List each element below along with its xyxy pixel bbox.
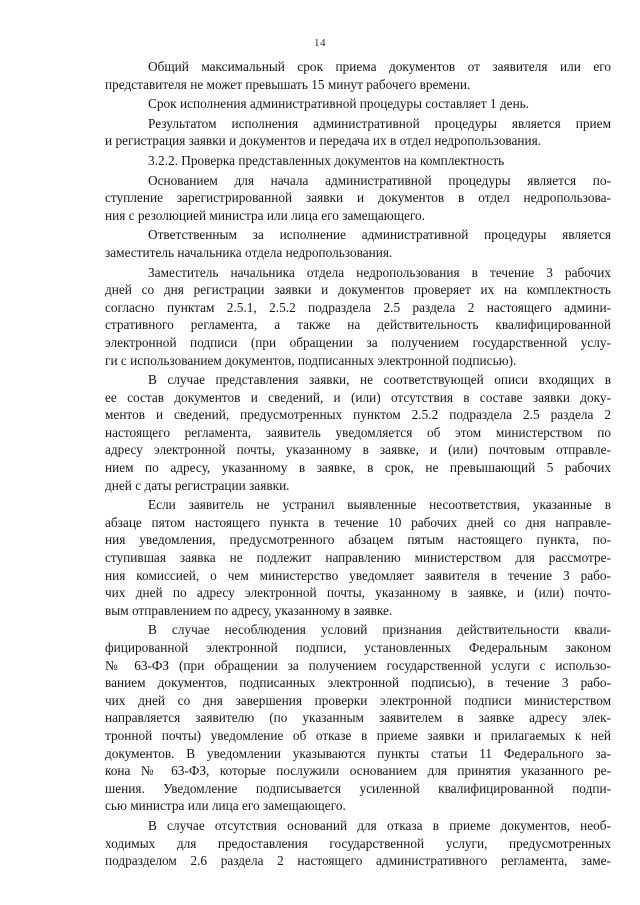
text-line: стративного регламента, а также на действительность квалифицированной [105,317,611,333]
text-line: согласно пунктам 2.5.1, 2.5.2 подраздела 2.5 раздела 2 настоящего админи- [105,299,611,315]
paragraph [105,817,611,870]
text-line: 3.2.2. Проверка представленных документов на комплектность [148,152,505,168]
text-line: кона № 63-ФЗ, которые послужили основанием для принятия указанного ре- [105,763,611,779]
text-line: представителя не может превышать 15 минут рабочего времени. [105,76,471,92]
text-line: подразделом 2.6 раздела 2 настоящего административного регламента, заме- [105,853,611,869]
text-line: фицированной электронной подписи, установленных Федеральным законом [105,640,611,655]
text-line: Результатом исполнения административной процедуры является прием [148,115,611,131]
text-line: Основанием для начала административной процедуры является по- [148,172,611,188]
text-line: Заместитель начальника отдела недропользования в течение 3 рабочих [148,264,611,280]
text-line: ги с использованием документов, подписанных электронной подписью). [105,352,517,368]
text-line: Если заявитель не устранил выявленные несоответствия, указанные в [148,497,611,513]
text-line: Общий максимальный срок приема документов от заявителя или его [148,59,611,74]
paragraph [105,172,611,225]
text-line: Ответственным за исполнение административной процедуры является [148,227,611,243]
text-line: ступившая заявка не подлежит направлению министерством для рассмотре- [105,550,611,566]
text-line: тронной почты) уведомление об отказе в приеме заявки и прилагаемых к ней [105,727,611,743]
text-line: № 63-ФЗ (при обращении за получением государственной услуги с использо- [105,657,611,673]
text-line: вым отправлением по адресу, указанному в заявке. [105,602,393,618]
paragraph [105,621,611,815]
document-body [105,58,611,872]
page-number: 14 [314,37,326,49]
text-line: направляется заявителю (по указанным заявителем в заявке адресу элек- [105,710,611,726]
paragraph [105,226,611,261]
text-line: электронной подписи (при обращении за получением государственной услу- [105,334,611,350]
text-line: ния комиссией, о чем министерство уведомляет заявителя в течение 3 рабо- [105,567,611,583]
text-line: ментов и сведений, предусмотренных пунктом 2.5.2 подраздела 2.5 раздела 2 [105,407,611,423]
paragraph [105,152,611,170]
text-line: ванием документов, подписанных электронной подписью), в течение 3 рабо- [105,675,611,691]
text-line: заместитель начальника отдела недропользования. [105,244,393,260]
text-line: абзаце пятом настоящего пункта в течение 10 рабочих дней со дня направле- [105,514,611,530]
paragraph [105,264,611,370]
paragraph [105,496,611,619]
text-line: адресу электронной почты, указанному в заявке, и (или) почтовым отправле- [105,442,611,458]
text-line: документов. В уведомлении указываются пункты статьи 11 Федерального за- [105,745,611,761]
text-line: ходимых для предоставления государственной услуги, предусмотренных [105,835,611,851]
paragraph [105,115,611,150]
text-line: и регистрация заявки и документов и передача их в отдел недропользования. [105,133,542,149]
text-line: чих дней со дня завершения проверки электронной подписи министерством [105,692,611,708]
text-line: нием по адресу, указанному в заявке, в срок, не превышающий 5 рабочих [105,460,611,476]
text-line: дней с даты регистрации заявки. [105,477,290,493]
paragraph [105,58,611,93]
text-line: чих дней по адресу электронной почты, указанному в заявке, и (или) почто- [105,585,611,601]
paragraph [105,95,611,113]
text-line: ния уведомления, предусмотренного абзацем пятым настоящего пункта, по- [105,532,611,548]
text-line: сью министра или лица его замещающего. [105,798,346,814]
text-line: дней со дня регистрации заявки и документов проверяет их на комплектность [105,282,611,298]
text-line: ния с резолюцией министра или лица его замещающего. [105,207,425,223]
text-line: ступление зарегистрированной заявки и документов в отдел недропользова- [105,190,611,206]
paragraph [105,371,611,494]
text-line: ее состав документов и сведений, и (или) отсутствия в составе заявки доку- [105,389,611,405]
text-line: В случае несоблюдения условий признания действительности квали- [148,622,611,638]
text-line: В случае представления заявки, не соответствующей описи входящих в [148,372,611,388]
text-line: Срок исполнения административной процедуры составляет 1 день. [148,96,530,112]
text-line: В случае отсутствия оснований для отказа в приеме документов, необ- [148,817,611,833]
text-line: шения. Уведомление подписывается усиленной квалифицированной подпи- [105,780,611,796]
text-line: настоящего регламента, заявитель уведомляется об этом министерством по [105,424,611,440]
